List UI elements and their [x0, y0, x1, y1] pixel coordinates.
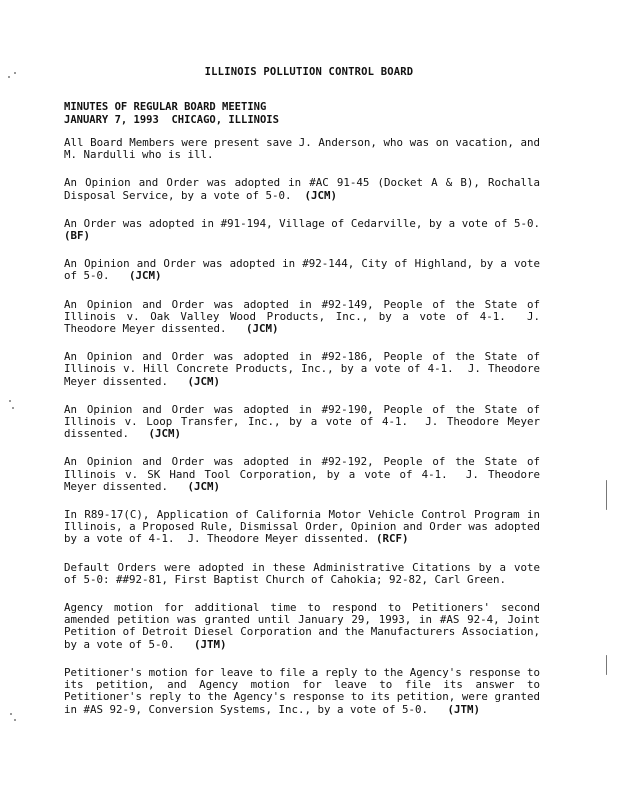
- member-code: (JCM): [246, 322, 279, 336]
- minutes-heading-line2: JANUARY 7, 1993 CHICAGO, ILLINOIS: [64, 114, 279, 126]
- paragraph-text: In R89-17(C), Application of California Motor Vehicle Control Program in Illinois, a Proposed Rule, Dismissal Order, Opinion and Order was adopted by a vote of 4-1. J. Theodore Meyer dissented.: [64, 508, 547, 546]
- paragraph-text: Default Orders were adopted in these Administrative Citations by a vote of 5-0: ##92-81, First Baptist Church of Cahokia; 92-82, Carl Green.: [64, 560, 547, 586]
- minutes-heading: [64, 101, 279, 127]
- paragraph-text: Petitioner's motion for leave to file a reply to the Agency's response to its petition, and Agency motion for leave to file its answer to Petitioner's reply to the Agency's response to its petition, were granted in #AS 92-9, Conversion Systems, Inc., by a vote of 5-0.: [64, 665, 547, 716]
- minutes-paragraph: [64, 136, 547, 162]
- member-code: (JCM): [187, 374, 221, 388]
- member-code: (JTM): [194, 637, 227, 651]
- member-code: (JCM): [129, 269, 162, 283]
- minutes-paragraph: [64, 665, 547, 716]
- member-code: (JCM): [304, 188, 338, 202]
- paragraph-text: An Order was adopted in #91-194, Village of Cedarville, by a vote of 5-0.: [64, 216, 560, 230]
- minutes-paragraph: [64, 560, 547, 586]
- minutes-paragraph: [64, 297, 547, 336]
- paragraph-text: An Opinion and Order was adopted in #92-149, People of the State of Illinois v. Oak Valley Wood Products, Inc., by a vote of 4-1. J. Theodore Meyer dissented.: [64, 297, 547, 336]
- minutes-paragraph: [64, 508, 547, 546]
- paragraph-text: An Opinion and Order was adopted in #92-192, People of the State of Illinois v. SK Hand Tool Corporation, by a vote of 4-1. J. Theodore Meyer dissented.: [64, 455, 547, 493]
- minutes-body: [64, 136, 560, 732]
- member-code: (JCM): [187, 479, 221, 493]
- paragraph-text: An Opinion and Order was adopted in #92-144, City of Highland, by a vote of 5-0.: [64, 257, 547, 283]
- minutes-paragraph: [64, 350, 547, 388]
- minutes-paragraph: [64, 176, 547, 202]
- minutes-paragraph: [64, 601, 547, 651]
- minutes-heading-line1: MINUTES OF REGULAR BOARD MEETING: [64, 101, 267, 113]
- minutes-paragraph: [64, 216, 560, 243]
- paragraph-text: An Opinion and Order was adopted in #92-190, People of the State of Illinois v. Loop Transfer, Inc., by a vote of 4-1. J. Theodore Meyer dissented.: [64, 402, 547, 441]
- member-code: (RCF): [376, 532, 409, 546]
- minutes-paragraph: [64, 257, 547, 283]
- paragraph-text: An Opinion and Order was adopted in #AC 91-45 (Docket A & B), Rochalla Disposal Service, by a vote of 5-0.: [64, 176, 547, 202]
- minutes-paragraph: [64, 402, 547, 441]
- member-code: (JTM): [447, 702, 481, 716]
- document-title: ILLINOIS POLLUTION CONTROL BOARD: [204, 66, 414, 78]
- member-code: (BF): [64, 229, 91, 243]
- member-code: (JCM): [148, 427, 182, 441]
- paragraph-text: All Board Members were present save J. Anderson, who was on vacation, and M. Nardulli who is ill.: [64, 136, 547, 162]
- paragraph-text: Agency motion for additional time to respond to Petitioners' second amended petition was granted until January 29, 1993, in #AS 92-4, Joint Petition of Detroit Diesel Corporation and the Manufacturers Association, by a vote of 5-0.: [64, 601, 547, 651]
- minutes-paragraph: [64, 455, 547, 493]
- paragraph-text: An Opinion and Order was adopted in #92-186, People of the State of Illinois v. Hill Concrete Products, Inc., by a vote of 4-1. J. Theodore Meyer dissented.: [64, 350, 547, 388]
